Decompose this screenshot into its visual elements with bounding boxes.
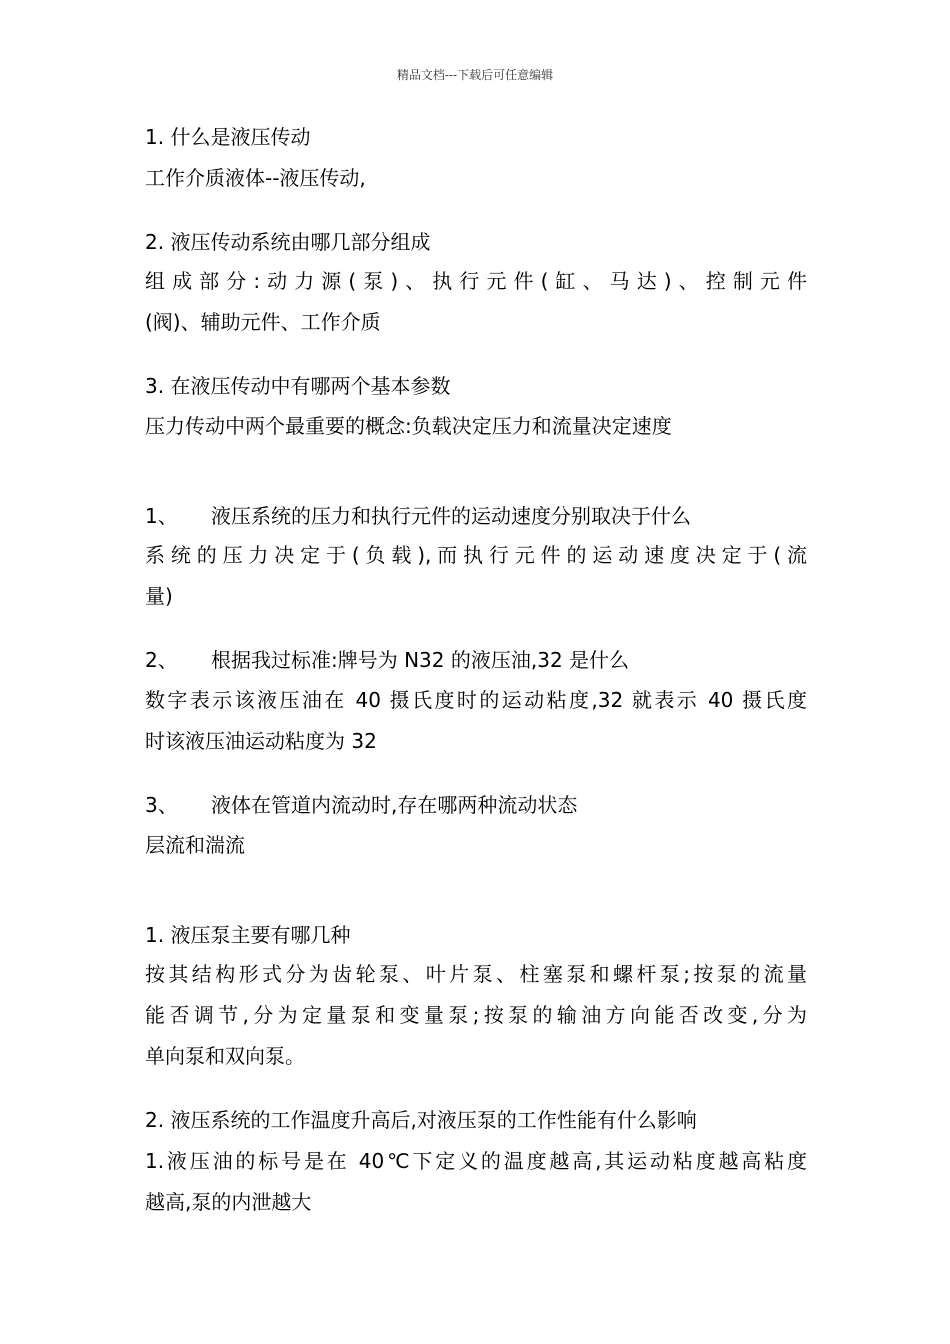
question-text: 根据我过标准:牌号为 N32 的液压油,32 是什么 bbox=[211, 648, 630, 672]
answer-text: 1.液压油的标号是在 40℃下定义的温度越高,其运动粘度越高粘度 bbox=[145, 1149, 807, 1173]
answer-text: (阀)、辅助元件、工作介质 bbox=[145, 310, 381, 334]
answer-text: 数字表示该液压油在 40 摄氏度时的运动粘度,32 就表示 40 摄氏度 bbox=[145, 688, 807, 712]
answer-text: 工作介质液体--液压传动, bbox=[145, 166, 366, 190]
answer-text: 压力传动中两个最重要的概念:负载决定压力和流量决定速度 bbox=[145, 414, 672, 438]
page-header: 精品文档---下载后可任意编辑 bbox=[396, 68, 554, 82]
question-text: 液体在管道内流动时,存在哪两种流动状态 bbox=[211, 793, 578, 817]
question-number: 3、 bbox=[145, 793, 178, 817]
answer-text: 层流和湍流 bbox=[145, 833, 245, 857]
question-number: 1、 bbox=[145, 504, 178, 528]
question-what-is-hydraulic-transmission: 1. 什么是液压传动 bbox=[145, 125, 311, 149]
answer-text: 能否调节,分为定量泵和变量泵;按泵的输油方向能否改变,分为 bbox=[145, 1003, 807, 1027]
answer-text: 单向泵和双向泵。 bbox=[145, 1044, 305, 1068]
question-system-components: 2. 液压传动系统由哪几部分组成 bbox=[145, 230, 431, 254]
question-pump-types: 1. 液压泵主要有哪几种 bbox=[145, 923, 351, 947]
answer-text: 组成部分:动力源(泵)、执行元件(缸、马达)、控制元件 bbox=[145, 269, 807, 293]
answer-text: 按其结构形式分为齿轮泵、叶片泵、柱塞泵和螺杆泵;按泵的流量 bbox=[145, 962, 807, 986]
answer-text: 时该液压油运动粘度为 32 bbox=[145, 729, 377, 753]
question-number: 2、 bbox=[145, 648, 178, 672]
answer-text: 越高,泵的内泄越大 bbox=[145, 1190, 312, 1214]
question-temperature-effect: 2. 液压系统的工作温度升高后,对液压泵的工作性能有什么影响 bbox=[145, 1108, 697, 1132]
question-pressure-and-speed bbox=[145, 502, 691, 530]
question-flow-states bbox=[145, 791, 577, 819]
question-basic-parameters: 3. 在液压传动中有哪两个基本参数 bbox=[145, 374, 451, 398]
answer-text: 量) bbox=[145, 584, 173, 608]
question-n32-oil bbox=[145, 646, 629, 674]
answer-text: 系统的压力决定于(负载),而执行元件的运动速度决定于(流 bbox=[145, 543, 807, 567]
question-text: 液压系统的压力和执行元件的运动速度分别取决于什么 bbox=[211, 504, 691, 528]
